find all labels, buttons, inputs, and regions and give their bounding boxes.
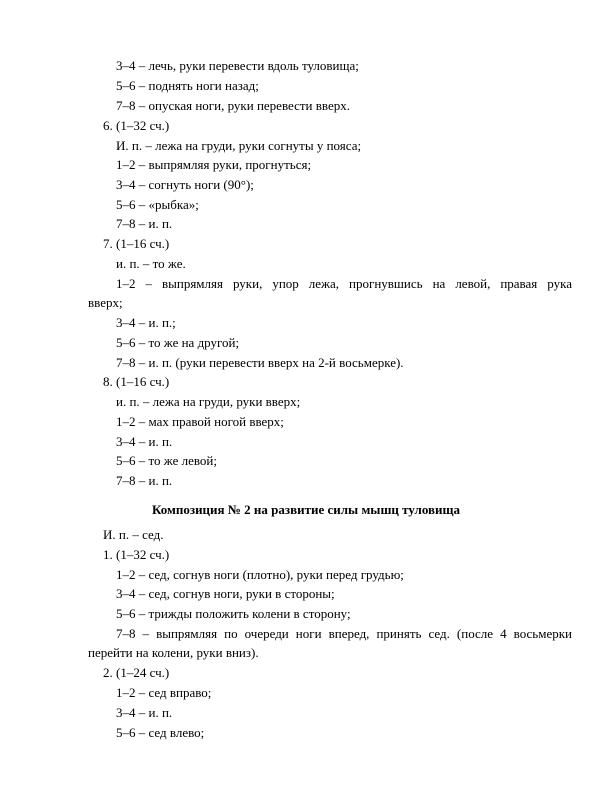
exercise-number: 6. (1–32 сч.) <box>103 118 170 133</box>
text-line: 5–6 – трижды положить колени в сторону; <box>116 606 351 621</box>
exercise-number: 8. (1–16 сч.) <box>103 374 170 389</box>
text-line: 7–8 – выпрямляя по очереди ноги вперед, принять сед. (после 4 восьмерки <box>116 626 572 641</box>
text-line: 7–8 – и. п. (руки перевести вверх на 2-й восьмерке). <box>116 355 404 370</box>
text-line: 3–4 – и. п.; <box>116 315 176 330</box>
text-line: 1–2 – выпрямляя руки, упор лежа, прогнувшись на левой, правая рука <box>116 276 572 291</box>
text-line: и. п. – лежа на груди, руки вверх; <box>116 394 301 409</box>
text-line: 5–6 – сед влево; <box>116 725 205 740</box>
text-line: 7–8 – и. п. <box>116 473 173 488</box>
text-line: 1–2 – сед, согнув ноги (плотно), руки перед грудью; <box>116 567 404 582</box>
text-line: 3–4 – сед, согнув ноги, руки в стороны; <box>116 586 335 601</box>
text-line: 7–8 – опуская ноги, руки перевести вверх. <box>116 98 350 113</box>
text-line: 7–8 – и. п. <box>116 216 173 231</box>
text-line: 5–6 – поднять ноги назад; <box>116 78 259 93</box>
text-line: и. п. – то же. <box>116 256 186 271</box>
text-line: 3–4 – лечь, руки перевести вдоль туловища; <box>116 58 359 73</box>
text-line: 5–6 – «рыбка»; <box>116 197 199 212</box>
text-line: 1–2 – выпрямляя руки, прогнуться; <box>116 157 312 172</box>
text-line: И. п. – сед. <box>103 527 164 542</box>
exercise-number: 1. (1–32 сч.) <box>103 547 170 562</box>
text-line: 1–2 – мах правой ногой вверх; <box>116 414 284 429</box>
exercise-number: 7. (1–16 сч.) <box>103 236 170 251</box>
text-line: 3–4 – и. п. <box>116 705 173 720</box>
text-line: 5–6 – то же на другой; <box>116 335 240 350</box>
section-heading: Композиция № 2 на развитие силы мышц туловища <box>151 502 461 517</box>
text-line: 3–4 – согнуть ноги (90°); <box>116 177 254 192</box>
exercise-number: 2. (1–24 сч.) <box>103 665 170 680</box>
text-line: перейти на колени, руки вниз). <box>88 645 259 660</box>
text-line: вверх; <box>88 295 123 310</box>
text-line: 5–6 – то же левой; <box>116 453 217 468</box>
text-line: 1–2 – сед вправо; <box>116 685 212 700</box>
text-line: И. п. – лежа на груди, руки согнуты у пояса; <box>116 138 362 153</box>
text-line: 3–4 – и. п. <box>116 434 173 449</box>
